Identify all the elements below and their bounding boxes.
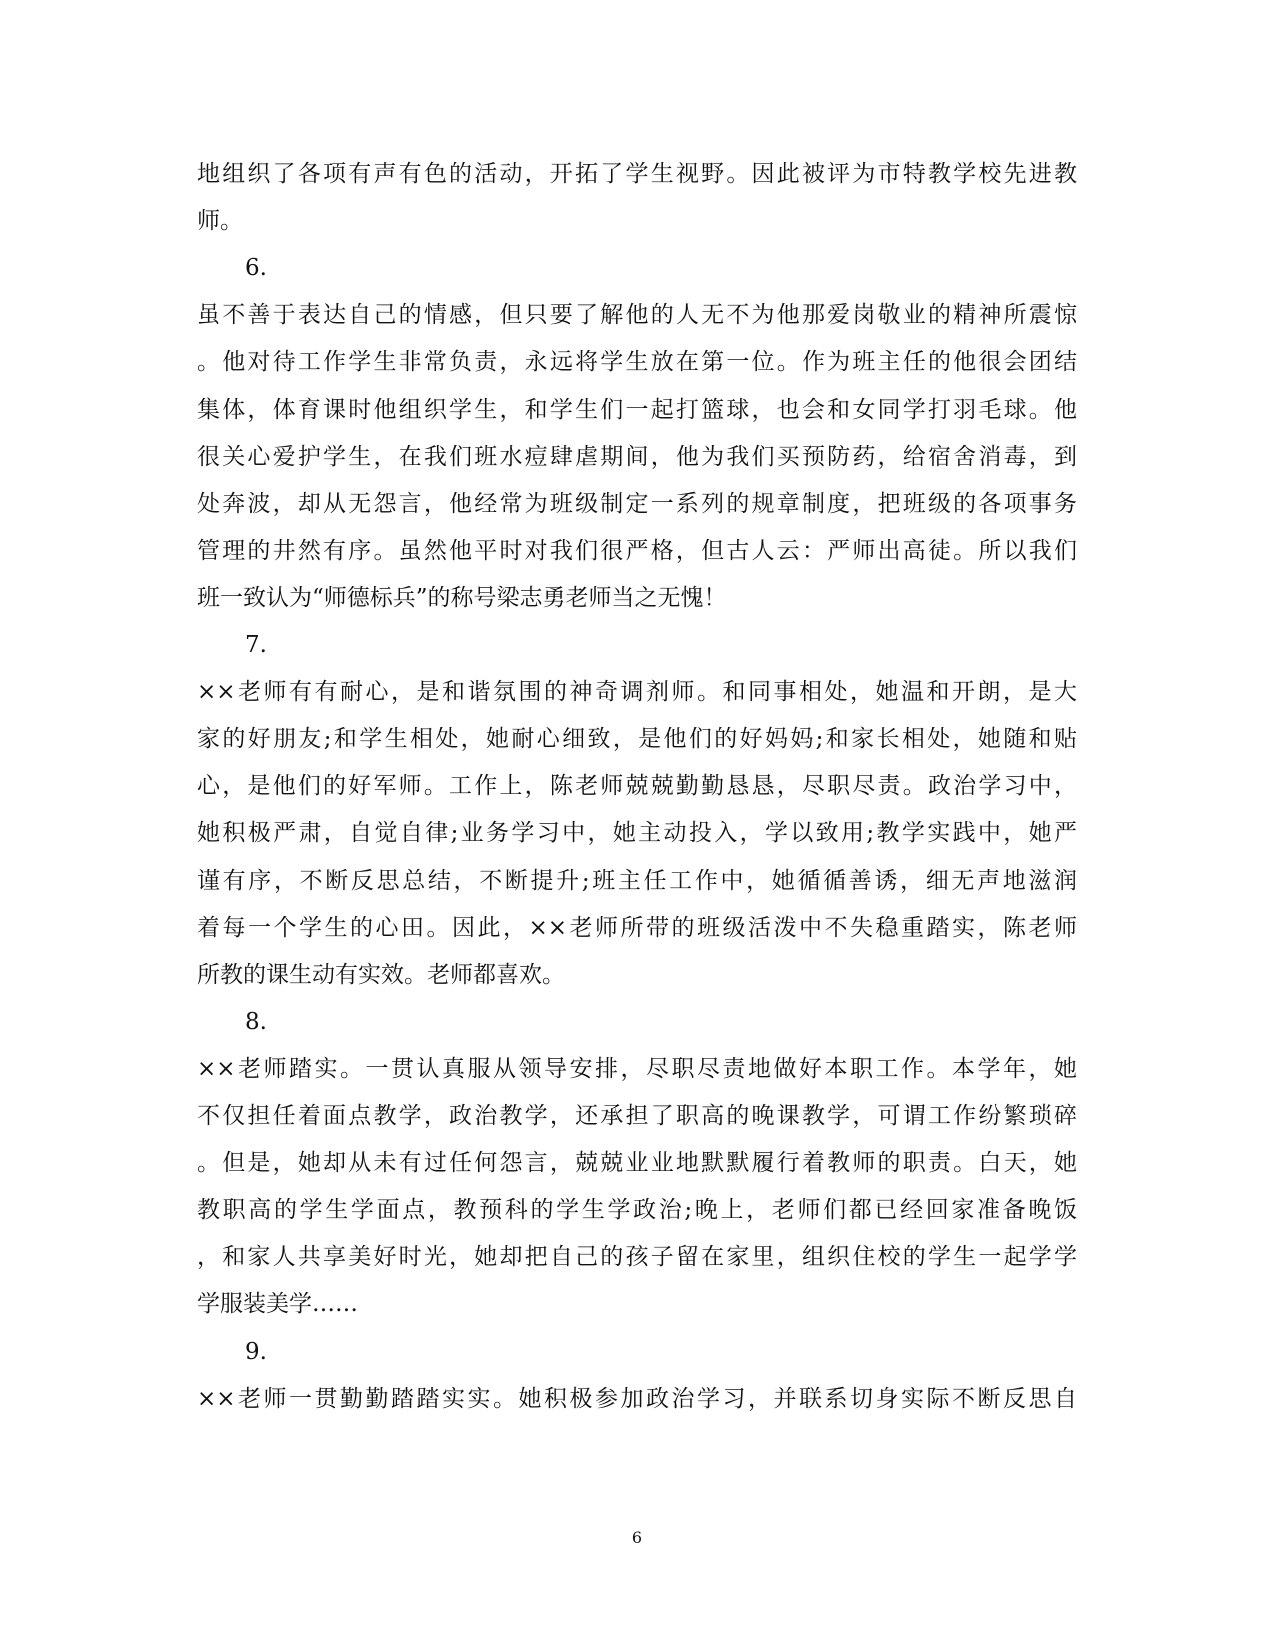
text-line: 学服装美学…… (197, 1291, 358, 1318)
text-line: 处奔波，却从无怨言，他经常为班级制定一系列的规章制度，把班级的各项事务 (197, 490, 1077, 517)
text-line: 心，是他们的好军师。工作上，陈老师兢兢勤勤恳恳，尽职尽责。政治学习中， (197, 773, 1077, 800)
text-line: ××老师一贯勤勤踏踏实实。她积极参加政治学习，并联系切身实际不断反思自 (197, 1385, 1077, 1412)
text-line: 谨有序，不断反思总结，不断提升;班主任工作中，她循循善诱，细无声地滋润 (197, 867, 1077, 894)
text-line: 。但是，她却从未有过任何怨言，兢兢业业地默默履行着教师的职责。白天，她 (197, 1150, 1077, 1177)
text-line: 很关心爱护学生，在我们班水痘肆虐期间，他为我们买预防药，给宿舍消毒，到 (197, 443, 1077, 470)
item-number: 6. (245, 255, 267, 282)
page-number: 6 (631, 1528, 643, 1547)
item-number: 7. (245, 632, 267, 658)
text-line: ××老师有有耐心，是和谐氛围的神奇调剂师。和同事相处，她温和开朗，是大 (197, 679, 1077, 706)
text-line: 班一致认为“师德标兵”的称号梁志勇老师当之无愧！ (197, 584, 727, 611)
text-line: ××老师踏实。一贯认真服从领导安排，尽职尽责地做好本职工作。本学年，她 (197, 1055, 1077, 1082)
text-line: 她积极严肃，自觉自律;业务学习中，她主动投入，学以致用;教学实践中，她严 (197, 820, 1077, 847)
text-line: 家的好朋友;和学生相处，她耐心细致，是他们的好妈妈;和家长相处，她随和贴 (197, 726, 1077, 753)
text-line: 管理的井然有序。虽然他平时对我们很严格，但古人云：严师出高徒。所以我们 (197, 537, 1077, 564)
text-line: 所教的课生动有实效。老师都喜欢。 (197, 961, 565, 988)
text-line: 教职高的学生学面点，教预科的学生学政治;晚上，老师们都已经回家准备晚饭 (197, 1197, 1077, 1224)
text-line: ，和家人共享美好时光，她却把自己的孩子留在家里，组织住校的学生一起学学 (197, 1244, 1077, 1271)
item-number: 8. (245, 1008, 267, 1035)
text-line: 地组织了各项有声有色的活动，开拓了学生视野。因此被评为市特教学校先进教 (197, 161, 1077, 187)
text-line: 。他对待工作学生非常负责，永远将学生放在第一位。作为班主任的他很会团结 (197, 349, 1077, 376)
text-line: 着每一个学生的心田。因此，××老师所带的班级活泼中不失稳重踏实，陈老师 (197, 914, 1077, 941)
text-line: 不仅担任着面点教学，政治教学，还承担了职高的晚课教学，可谓工作纷繁琐碎 (197, 1103, 1077, 1129)
text-line: 师。 (197, 208, 243, 235)
text-line: 虽不善于表达自己的情感，但只要了解他的人无不为他那爱岗敬业的精神所震惊 (197, 302, 1077, 329)
text-line: 集体，体育课时他组织学生，和学生们一起打篮球，也会和女同学打羽毛球。他 (197, 396, 1077, 423)
item-number: 9. (245, 1338, 267, 1365)
